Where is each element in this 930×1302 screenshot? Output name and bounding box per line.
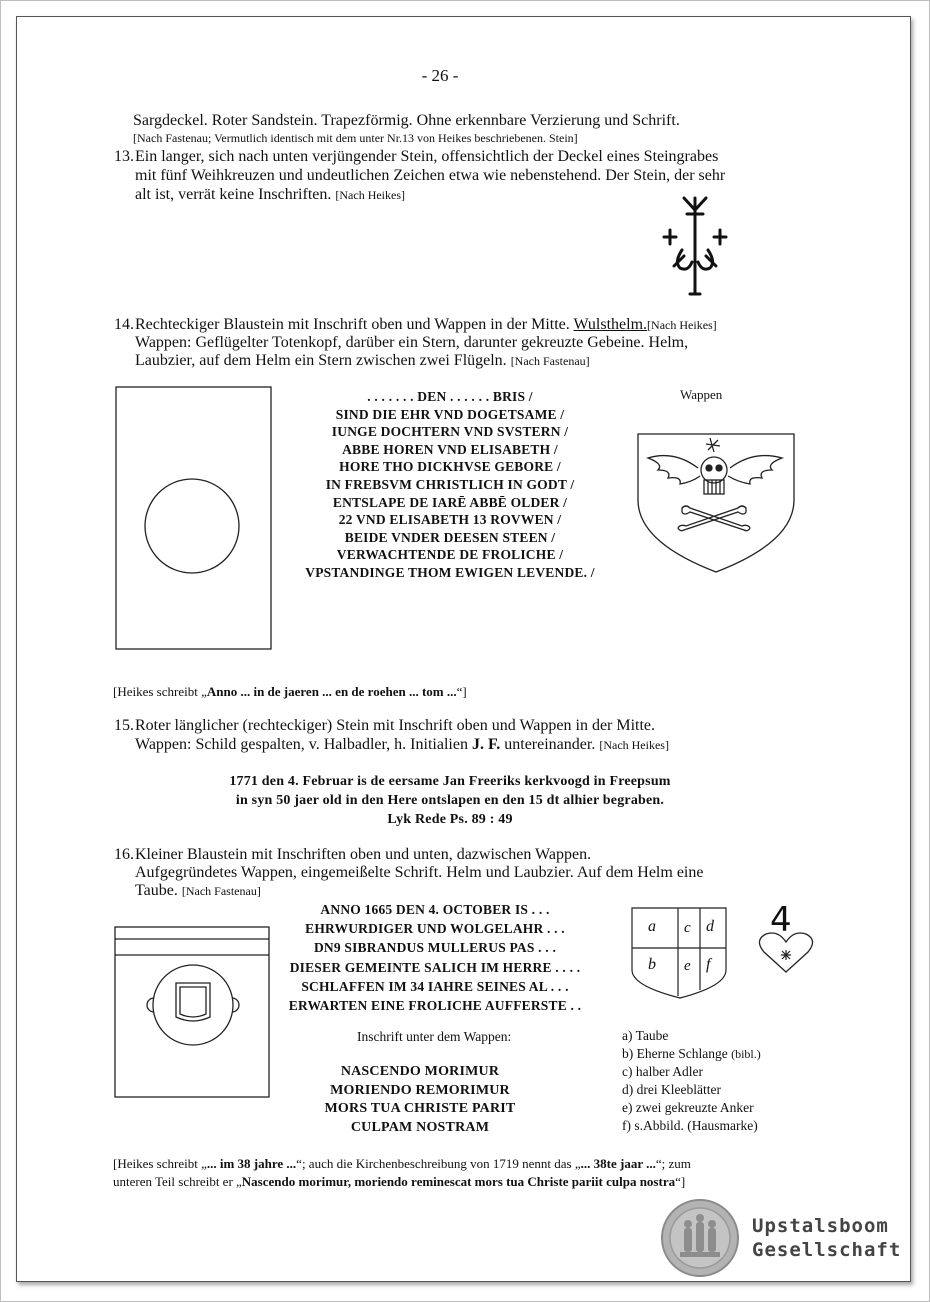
inscription-line: IN FREBSVM CHRISTLICH IN GODT /: [325, 476, 575, 492]
shield-letter: a: [648, 918, 656, 935]
inscription-line: SIND DIE EHR VND DOGETSAME /: [335, 406, 565, 422]
entry-16-line2: Aufgegründetes Wappen, eingemeißelte Schrift. Helm und Laubzier. Auf dem Helm eine: [135, 864, 704, 881]
shield-letters-drawing: [630, 906, 730, 1001]
shield-letter: f: [706, 956, 711, 973]
inscription-line: 1771 den 4. Februar is de eersame Jan Freeriks kerkvoogd in Freepsum: [229, 774, 671, 789]
legend-item: a) Taube: [622, 1028, 669, 1043]
shield-letter: d: [706, 918, 714, 935]
entry-14-inscription: [260, 388, 640, 582]
entry-intro-note: [Nach Fastenau; Vermutlich identisch mit dem unter Nr.13 von Heikes beschriebenen. Stein]: [133, 131, 578, 145]
inscription-line: Lyk Rede Ps. 89 : 49: [387, 812, 513, 827]
entry-13-line3: alt ist, verrät keine Inschriften. [Nach Heikes]: [135, 186, 406, 203]
entry-intro-text: Sargdeckel. Roter Sandstein. Trapezförmig. Ohne erkennbare Verzierung und Schrift.: [133, 112, 680, 129]
caption-under-wappen: Inschrift unter dem Wappen:: [357, 1029, 512, 1044]
entry-16-line3: Taube. [Nach Fastenau]: [135, 882, 261, 899]
watermark-line1: Upstalsboom: [752, 1215, 889, 1237]
entry-15-line2: Wappen: Schild gespalten, v. Halbadler, h. Initialien J. F. untereinander. [Nach Heikes]: [135, 736, 669, 753]
legend-item: e) zwei gekreuzte Anker: [622, 1100, 754, 1115]
wappen-skull-drawing: [634, 430, 798, 576]
inscription-line: VPSTANDINGE THOM EWIGEN LEVENDE. /: [305, 564, 595, 580]
inscription-line: VERWACHTENDE DE FROLICHE /: [336, 547, 564, 563]
inscription-line: . . . . . . . DEN . . . . . . BRIS /: [367, 389, 533, 404]
entry-15-number: 15.: [114, 717, 134, 734]
inscription-line: DIESER GEMEINTE SALICH IM HERRE . . . .: [289, 959, 581, 975]
inscription-line: CULPAM NOSTRAM: [350, 1119, 490, 1135]
stone-16-drawing: [114, 925, 274, 1101]
legend-item: f) s.Abbild. (Hausmarke): [622, 1118, 758, 1133]
inscription-line: in syn 50 jaer old in den Here ontslapen en den 15 dt alhier begraben.: [235, 793, 665, 808]
watermark-line2: Gesellschaft: [752, 1239, 902, 1261]
inscription-line: NASCENDO MORIMUR: [340, 1064, 500, 1079]
entry-14-line3: Laubzier, auf dem Helm ein Stern zwischen zwei Flügeln. [Nach Fastenau]: [135, 352, 590, 369]
housemark-drawing: [756, 900, 816, 976]
entry-16-inscription-top: [270, 900, 600, 1015]
inscription-line: HORE THO DICKHVSE GEBORE /: [339, 459, 561, 475]
inscription-line: ABBE HOREN VND ELISABETH /: [342, 441, 558, 457]
cross-symbol-drawing: [660, 192, 730, 300]
inscription-line: ANNO 1665 DEN 4. OCTOBER IS . . .: [320, 902, 550, 917]
inscription-line: IUNGE DOCHTERN VND SVSTERN /: [331, 424, 569, 440]
stone-14-drawing: [115, 386, 273, 652]
entry-16-heikes-note-1: [Heikes schreibt „... im 38 jahre ...“; auch die Kirchenbeschreibung von 1719 nennt das „... 38te jaar ...“; zum: [113, 1156, 691, 1171]
entry-14-line1: Rechteckiger Blaustein mit Inschrift oben und Wappen in der Mitte. Wulsthelm.[Nach Heikes]: [135, 316, 717, 333]
entry-15-inscription: [100, 772, 800, 829]
inscription-line: MORIENDO REMORIMUR: [330, 1082, 510, 1098]
entry-13-source: [Nach Heikes]: [335, 188, 406, 202]
inscription-line: MORS TUA CHRISTE PARIT: [324, 1101, 516, 1116]
inscription-line: DN9 SIBRANDUS MULLERUS PAS . . .: [313, 940, 557, 956]
shield-letter: e: [684, 958, 691, 974]
shield-letter: c: [684, 920, 691, 936]
entry-14-source1: [Nach Heikes]: [647, 318, 717, 332]
legend-item: b) Eherne Schlange (bibl.): [622, 1046, 761, 1061]
entry-14-number: 14.: [114, 316, 134, 333]
entry-14-line2: Wappen: Geflügelter Totenkopf, darüber ein Stern, darunter gekreuzte Gebeine. Helm,: [135, 334, 689, 351]
housemark-number: 4: [770, 900, 792, 940]
inscription-line: ERWARTEN EINE FROLICHE AUFFERSTE . .: [288, 998, 582, 1014]
inscription-line: SCHLAFFEN IM 34 IAHRE SEINES AL . . .: [301, 978, 569, 994]
legend-item: c) halber Adler: [622, 1064, 703, 1079]
inscription-line: ENTSLAPE DE IARĒ ABBĒ OLDER /: [332, 494, 568, 510]
entry-14-source2: [Nach Fastenau]: [510, 354, 590, 368]
entry-13-line2: mit fünf Weihkreuzen und undeutlichen Zeichen etwa wie nebenstehend. Der Stein, der sehr: [135, 167, 726, 184]
legend-list: [622, 1027, 761, 1135]
legend-item: d) drei Kleeblätter: [622, 1082, 721, 1097]
entry-15-line1: Roter länglicher (rechteckiger) Stein mit Inschrift oben und Wappen in der Mitte.: [135, 717, 656, 734]
seal-logo: [660, 1198, 740, 1278]
page-number: - 26 -: [421, 66, 459, 85]
entry-16-number: 16.: [114, 846, 134, 863]
entry-15-source: [Nach Heikes]: [599, 738, 669, 752]
entry-16-heikes-note-2: unteren Teil schreibt er „Nascendo morimur, moriendo reminescat mors tua Christe pariit culpa nostra“]: [113, 1174, 686, 1189]
inscription-line: BEIDE VNDER DEESEN STEEN /: [344, 529, 556, 545]
entry-16-line1: Kleiner Blaustein mit Inschriften oben und unten, dazwischen Wappen.: [135, 846, 592, 863]
entry-16-inscription-bottom: [300, 1063, 540, 1137]
entry-13-line1: Ein langer, sich nach unten verjüngender Stein, offensichtlich der Deckel eines Steingrabes: [135, 148, 719, 165]
inscription-line: EHRWURDIGER UND WOLGELAHR . . .: [305, 921, 565, 937]
entry-13-number: 13.: [114, 148, 134, 165]
entry-15-initials: J. F.: [471, 736, 501, 753]
shield-letter: b: [648, 956, 656, 973]
wappen-label: Wappen: [680, 387, 723, 402]
entry-16-source: [Nach Fastenau]: [181, 884, 261, 898]
inscription-line: 22 VND ELISABETH 13 ROVWEN /: [338, 512, 562, 528]
entry-14-name: Wulsthelm.: [573, 316, 648, 333]
entry-14-heikes-note: [Heikes schreibt „Anno ... in de jaeren ... en de roehen ... tom ...“]: [113, 684, 467, 699]
